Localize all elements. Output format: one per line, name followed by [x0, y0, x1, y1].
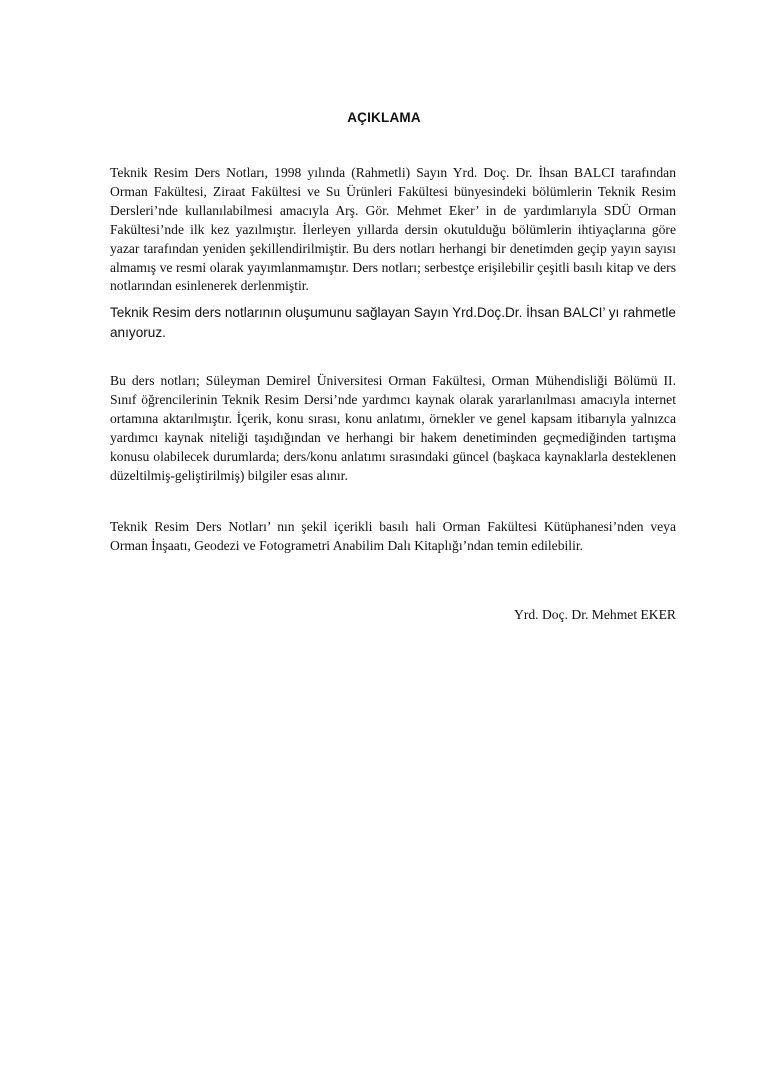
- paragraph-memorial: Teknik Resim ders notlarının oluşumunu sağlayan Sayın Yrd.Doç.Dr. İhsan BALCI’ yı rahmetle anıyoruz.: [110, 305, 676, 340]
- paragraph-usage: Bu ders notları; Süleyman Demirel Üniversitesi Orman Fakültesi, Orman Mühendisliği Bölümü II. Sınıf öğrencilerinin Teknik Resim Dersi’nde yardımcı kaynak olarak yararlanılması amacıyla internet ortamına aktarılmıştır. İçerik, konu sırası, konu anlatımı, örnekler ve genel kapsam itibarıyla yalnızca yardımcı kaynak niteliği taşıdığından ve herhangi bir hakem denetiminden geçmediğinden tartışma konusu olabilecek durumlarda; ders/konu anlatımı sırasındaki güncel (başkaca kaynaklarla desteklenen düzeltilmiş-geliştirilmiş) bilgiler esas alınır.: [110, 373, 676, 483]
- paragraph-availability: Teknik Resim Ders Notları’ nın şekil içerikli basılı hali Orman Fakültesi Kütüphanesi’nden veya Orman İnşaatı, Geodezi ve Fotogrametri Anabilim Dalı Kitaplığı’ndan temin edilebilir.: [110, 519, 676, 553]
- author-signature: Yrd. Doç. Dr. Mehmet EKER: [514, 607, 676, 622]
- document-title: AÇIKLAMA: [347, 110, 421, 125]
- paragraph-history: Teknik Resim Ders Notları, 1998 yılında (Rahmetli) Sayın Yrd. Doç. Dr. İhsan BALCI tarafından Orman Fakültesi, Ziraat Fakültesi ve Su Ürünleri Fakültesi bünyesindeki bölümlerin Teknik Resim Dersleri’nde kullanılabilmesi amacıyla Arş. Gör. Mehmet Eker’ in de yardımlarıyla SDÜ Orman Fakültesi’nde ilk kez yazılmıştır. İlerleyen yıllarda dersin okutulduğu bölümlerin ihtiyaçlarına göre yazar tarafından yeniden şekillendirilmiştir. Bu ders notları herhangi bir denetimden geçip yayın sayısı almamış ve resmi olarak yayımlanmamıştır. Ders notları; serbestçe erişilebilir çeşitli basılı kitap ve ders notlarından esinlenerek derlenmiştir.: [110, 165, 676, 294]
